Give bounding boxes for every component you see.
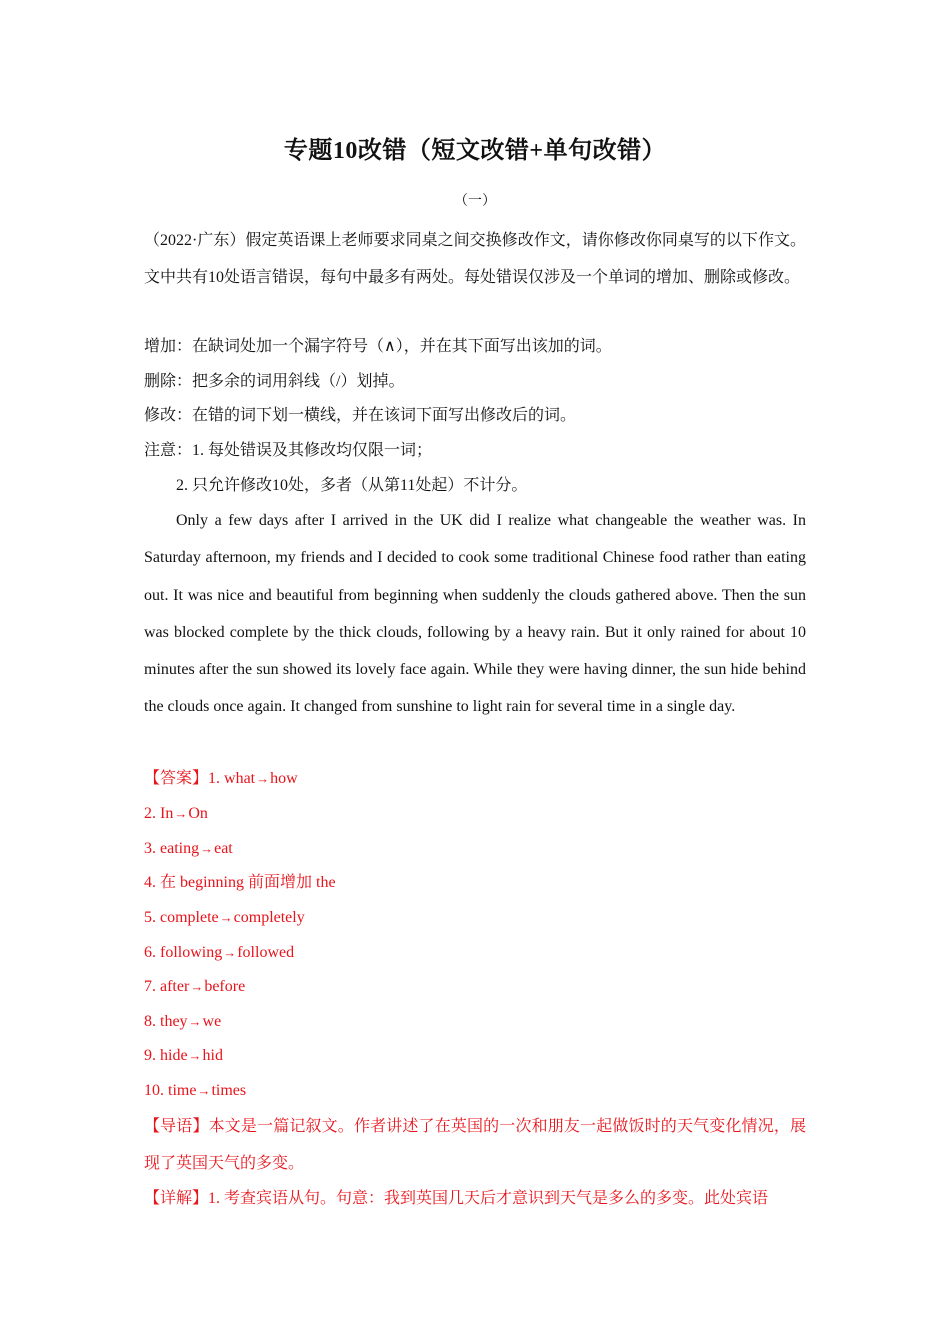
arrow-icon: → xyxy=(223,945,237,960)
detail-label: 【详解】 xyxy=(144,1190,209,1207)
answer-item: 6. following→followed xyxy=(144,944,295,961)
answer-item: 3. eating→eat xyxy=(144,840,233,857)
arrow-icon: → xyxy=(190,979,204,994)
answer-item: 10. time→times xyxy=(144,1082,247,1099)
arrow-icon: → xyxy=(174,806,188,821)
answer-label: 【答案】 xyxy=(144,770,209,787)
detail-paragraph: 【详解】1. 考查宾语从句。句意：我到英国几天后才意识到天气是多么的多变。此处宾语 xyxy=(144,1190,769,1207)
arrow-icon: → xyxy=(197,1083,211,1098)
rule-note-2: 2. 只允许修改10处，多者（从第11处起）不计分。 xyxy=(176,477,528,494)
answer-item: 【答案】1. what→how xyxy=(144,770,298,787)
arrow-icon: → xyxy=(200,841,214,856)
rule-note-1: 注意：1. 每处错误及其修改均仅限一词； xyxy=(144,442,433,459)
answer-item: 2. In→On xyxy=(144,805,208,822)
rule-modify: 修改：在错的词下划一横线，并在该词下面写出修改后的词。 xyxy=(144,407,577,424)
section-number: （一） xyxy=(454,194,496,209)
guide-label: 【导语】 xyxy=(144,1118,209,1135)
guide-paragraph: 【导语】本文是一篇记叙文。作者讲述了在英国的一次和朋友一起做饭时的天气变化情况，展现了英国天气的多变。 xyxy=(144,1118,806,1172)
page-title: 专题10改错（短文改错+单句改错） xyxy=(283,138,667,164)
arrow-icon: → xyxy=(256,771,270,786)
answer-item: 4. 在 beginning 前面增加 the xyxy=(144,874,336,891)
answer-item: 8. they→we xyxy=(144,1013,222,1030)
answer-item: 9. hide→hid xyxy=(144,1047,223,1064)
passage-text: Only a few days after I arrived in the UK did I realize what changeable the weather was. In Saturday afternoon, my friends and I decided to cook some traditional Chinese food rather than eating out. It was nice and beautiful from beginning when suddenly the clouds gathered above. Then the sun was blocked complete by the thick clouds, following by a heavy rain. But it only rained for about 10 minutes after the sun showed its lovely face again. While they were having dinner, the sun hide behind the clouds once again. It changed from sunshine to light rain for several time in a single day. xyxy=(144,512,806,716)
rule-add: 增加：在缺词处加一个漏字符号（∧），并在其下面写出该加的词。 xyxy=(144,338,612,355)
answer-item: 5. complete→completely xyxy=(144,909,305,926)
answer-item: 7. after→before xyxy=(144,978,246,995)
task-instructions: （2022·广东）假定英语课上老师要求同桌之间交换修改作文，请你修改你同桌写的以下作文。文中共有10处语言错误，每句中最多有两处。每处错误仅涉及一个单词的增加、删除或修改。 xyxy=(144,232,806,286)
arrow-icon: → xyxy=(188,1014,202,1029)
rule-delete: 删除：把多余的词用斜线（/）划掉。 xyxy=(144,373,405,390)
arrow-icon: → xyxy=(219,910,233,925)
arrow-icon: → xyxy=(188,1048,202,1063)
